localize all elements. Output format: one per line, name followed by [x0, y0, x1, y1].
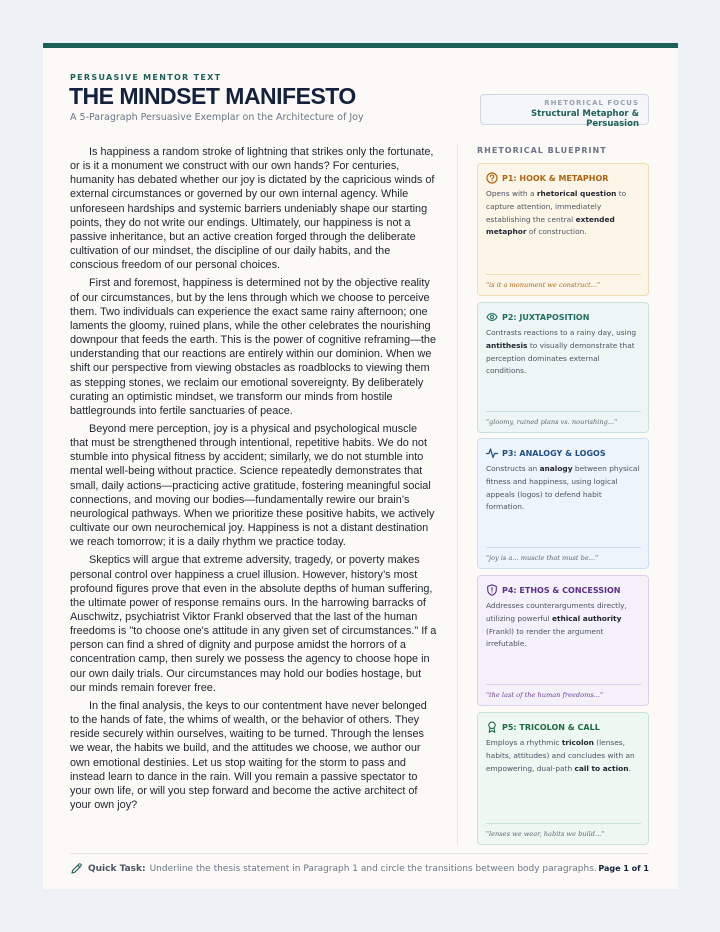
card-quote: "the last of the human freedoms..." [486, 684, 641, 699]
card-description: Contrasts reactions to a rainy day, using antithesis to visually demonstrate that perception dominates external conditions. [486, 328, 637, 376]
question-circle-icon [486, 172, 498, 184]
paragraph-2: First and foremost, happiness is determined not by the objective reality of our circumstances, but by the lens through which we choose to perceive them. Two individuals can experience the exact same rainy afternoon; one laments the gloomy, ruined plans, while the other celebrates the nourishing downpour that feeds the earth. This is the power of cognitive reframing—the understanding that our reactions are entirely within our dominion. When we shift our perspective from viewing obstacles as roadblocks to viewing them as stepping stones, we reclaim our emotional sovereignty. By deliberately curating an optimistic mindset, we transform our minds from hostile battlegrounds into fertile sanctuaries of peace. [70, 277, 437, 417]
page-subtitle: A 5-Paragraph Persuasive Exemplar on the Architecture of Joy [70, 112, 364, 123]
card-quote: "lenses we wear, habits we build..." [486, 823, 641, 838]
focus-label: RHETORICAL FOCUS [544, 99, 639, 107]
blueprint-card-p5 [477, 712, 649, 845]
card-title: P4: ETHOS & CONCESSION [502, 585, 621, 595]
worksheet-page [43, 43, 678, 889]
quick-task-text: Underline the thesis statement in Paragraph 1 and circle the transitions between body paragraphs. [149, 863, 597, 874]
column-divider [457, 145, 458, 845]
footer [70, 862, 649, 875]
card-quote: "joy is a... muscle that must be..." [486, 547, 641, 562]
focus-value: Structural Metaphor & Persuasion [531, 109, 639, 129]
card-description: Employs a rhythmic tricolon (lenses, habits, attitudes) and concludes with an empowering, dual-path call to action. [486, 738, 635, 773]
card-quote: "gloomy, ruined plans vs. nourishing..." [486, 411, 641, 426]
card-description: Addresses counterarguments directly, utilizing powerful ethical authority (Frankl) to render the argument irrefutable. [486, 601, 627, 649]
paragraph-3: Beyond mere perception, joy is a physical and psychological muscle that must be strengthened through intentional, repetitive habits. We do not stumble into physical fitness by accident; similarly, we do not stumble into mental well-being without practice. Science repeatedly demonstrates that small, daily actions—practicing active gratitude, fostering meaningful social connections, and moving our bodies—fundamentally rewire our brain’s neurological pathways. When we prioritize these positive habits, we actively cultivate our own neurochemical joy. Happiness is not a distant destination we reach tomorrow; it is a daily rhythm we practice today. [70, 422, 435, 549]
blueprint-card-p1 [477, 163, 649, 296]
page-title: THE MINDSET MANIFESTO [69, 83, 356, 109]
card-title: P3: ANALOGY & LOGOS [502, 448, 606, 458]
eye-icon [486, 311, 498, 323]
essay-body [70, 145, 438, 816]
card-quote: "is it a monument we construct..." [486, 274, 641, 289]
pulse-icon [486, 447, 498, 459]
footer-divider [70, 853, 649, 854]
paragraph-5: In the final analysis, the keys to our contentment have never belonged to the hands of fate, the whims of wealth, or the behavior of others. They reside securely within ourselves, waiting to be turned. Through the lenses we wear, the habits we build, and the attitudes we choose, we author our own emotional destinies. Let us stop waiting for the storm to pass and instead learn to dance in the rain. Will you remain a passive spectator to your own life, or will you step forward and become the active architect of your own joy? [70, 699, 427, 812]
pencil-icon [70, 862, 83, 875]
page-number: Page 1 of 1 [598, 864, 649, 873]
blueprint-card-p4 [477, 575, 649, 706]
sidebar-title: RHETORICAL BLUEPRINT [477, 146, 607, 155]
paragraph-4: Skeptics will argue that extreme adversity, tragedy, or poverty makes personal control over happiness a cruel illusion. However, history’s most profound figures prove that even in the absolute depths of human suffering, the ultimate power of response remains ours. In the harrowing barracks of Auschwitz, psychiatrist Viktor Frankl observed that the last of the human freedoms is "to choose one's attitude in any given set of circumstances." If a person can find a shred of dignity and purpose amidst the horrors of a concentration camp, then surely we possess the agency to choose hope in our own daily trials. Our circumstances may hold our bodies hostage, but our minds remain forever free. [70, 554, 437, 694]
rhetorical-focus-box [480, 94, 649, 129]
eyebrow-label: PERSUASIVE MENTOR TEXT [70, 73, 222, 82]
blueprint-card-p2 [477, 302, 649, 433]
quick-task-label: Quick Task: [88, 863, 146, 874]
card-description: Constructs an analogy between physical fitness and happiness, using logical appeals (logos) to defend habit formation. [486, 464, 640, 512]
card-title: P1: HOOK & METAPHOR [502, 173, 609, 183]
award-icon [486, 721, 498, 733]
blueprint-card-p3 [477, 438, 649, 569]
card-description: Opens with a rhetorical question to capture attention, immediately establishing the central extended metaphor of construction. [486, 189, 627, 237]
shield-icon [486, 584, 498, 596]
card-title: P2: JUXTAPOSITION [502, 312, 590, 322]
card-title: P5: TRICOLON & CALL [502, 722, 600, 732]
paragraph-1: Is happiness a random stroke of lightning that strikes only the fortunate, or is it a monument we construct with our own hands? For centuries, humanity has debated whether our joy is dictated by the capricious winds of external circumstances or governed by our own internal agency. While unforeseen hardships and systemic barriers undeniably shape our starting points, they do not write our endings. Ultimately, our happiness is not a passive inheritance, but an active creation forged through the deliberate cultivation of our mindset, the discipline of our daily habits, and the conscious freedom of our personal choices. [70, 146, 435, 272]
